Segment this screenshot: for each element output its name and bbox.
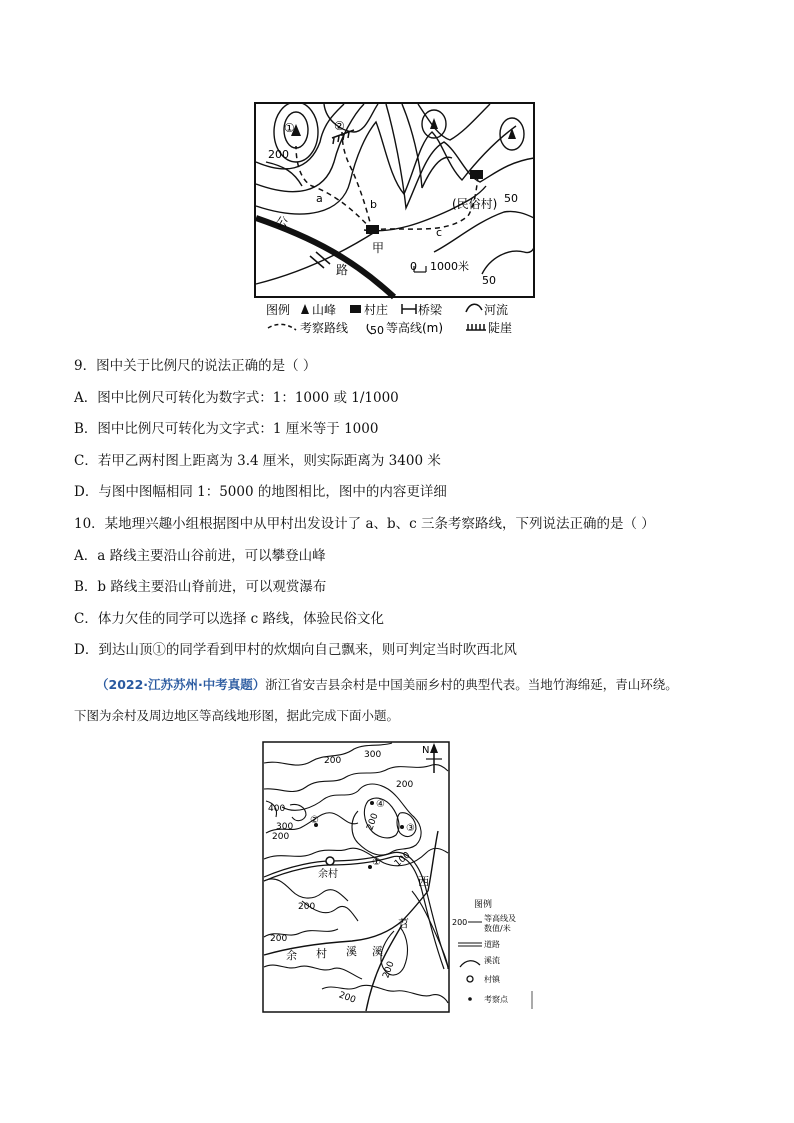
map2-legend-point: 考察点 — [484, 995, 508, 1004]
map1-label-peak1: ① — [284, 121, 295, 135]
question-10-option-b: B．b 路线主要沿山脊前进，可以观赏瀑布 — [74, 579, 327, 595]
map1-label-50a: 50 — [504, 192, 518, 205]
map2-label: 400 — [268, 804, 286, 814]
map2-label: 200 — [324, 756, 342, 766]
legend-point-icon — [468, 997, 472, 1001]
map1-label-route-b: b — [370, 198, 377, 211]
map2-legend-contour-2: 数值/米 — [484, 924, 511, 933]
survey-point-icon — [370, 801, 374, 805]
map1-legend-contour: 等高线(m) — [386, 321, 444, 335]
map1-label-gong: 公 — [276, 215, 289, 229]
question-10-option-d: D．到达山顶①的同学看到甲村的炊烟向自己飘来，则可判定当时吹西北风 — [74, 642, 517, 658]
map1-scale-zero: 0 — [410, 260, 417, 273]
survey-point-icon — [400, 825, 404, 829]
question-9-option-c: C．若甲乙两村图上距离为 3.4 厘米，则实际距离为 3400 米 — [74, 453, 441, 469]
legend-village-icon — [350, 305, 361, 313]
map2-label: 200 — [396, 780, 414, 790]
village-jia-icon — [366, 225, 379, 234]
map1-legend-river: 河流 — [484, 303, 509, 317]
map1-legend-bridge: 桥梁 — [418, 303, 443, 317]
map2-label: 200 — [298, 902, 316, 912]
map1-label-200: 200 — [268, 148, 289, 161]
topographic-map-2 — [262, 741, 538, 1013]
question-10-stem: 10．某地理兴趣小组根据图中从甲村出发设计了 a、b、c 三条考察路线，下列说法正确的是（ ） — [74, 516, 655, 532]
map1-label-minsu: (民俗村) — [452, 197, 498, 211]
map1-legend-route: 考察路线 — [300, 321, 349, 335]
map2-label: 200 — [270, 934, 288, 944]
map2-label: ④ — [376, 799, 385, 810]
legend-bridge-icon — [402, 304, 416, 314]
question-10-option-c: C．体力欠佳的同学可以选择 c 路线，体验民俗文化 — [74, 611, 384, 627]
map1-legend — [266, 302, 512, 337]
legend-route-icon — [268, 324, 296, 330]
map2-label: 苕 — [398, 917, 409, 930]
map1-legend-title: 图例 — [266, 303, 291, 317]
map1-scale-value: 1000米 — [430, 260, 469, 273]
legend-river-icon — [466, 304, 482, 312]
map2-label: 200 — [337, 990, 357, 1006]
yucun-town-icon — [326, 857, 334, 865]
village-minsu-icon — [470, 170, 483, 179]
map2-legend-stream: 溪流 — [484, 956, 500, 965]
map2-legend-road: 道路 — [484, 940, 500, 949]
map2-label: 余村 — [318, 869, 338, 880]
intro-source: （2022·江苏苏州·中考真题） — [96, 677, 266, 692]
map1-label-50b: 50 — [482, 274, 496, 287]
intro-text-1: 浙江省安吉县余村是中国美丽乡村的典型代表。当地竹海绵延，青山环绕。 — [265, 677, 678, 692]
map2-label: 300 — [276, 822, 294, 832]
map2-label: 余 — [286, 949, 297, 962]
legend-cliff-icon — [466, 324, 486, 330]
intro-line-1 — [96, 676, 678, 694]
topographic-map-1 — [254, 102, 536, 338]
map2-label: 200 — [272, 832, 290, 842]
map1-legend-village: 村庄 — [364, 303, 389, 317]
map2-legend — [452, 898, 532, 1009]
map2-legend-title: 图例 — [474, 900, 493, 910]
map2-legend-town: 村镇 — [484, 975, 500, 984]
map1-label-route-c: c — [436, 226, 443, 239]
map2-north-label: N — [422, 745, 430, 756]
map2-label: ② — [310, 815, 319, 826]
question-9-stem: 9．图中关于比例尺的说法正确的是（ ） — [74, 358, 317, 374]
map2-label: 200 — [381, 960, 397, 980]
question-9-option-d: D．与图中图幅相同 1：5000 的地图相比，图中的内容更详细 — [74, 484, 447, 500]
map1-label-jia: 甲 — [372, 241, 385, 255]
map2-label: ③ — [406, 823, 415, 834]
legend-town-icon — [467, 976, 473, 982]
map2-label: 溪 — [346, 945, 357, 958]
question-10-option-a: A．a 路线主要沿山谷前进，可以攀登山峰 — [74, 548, 326, 564]
map1-legend-cliff: 陡崖 — [488, 321, 513, 335]
map1-label-lu: 路 — [336, 263, 349, 277]
legend-peak-icon — [301, 304, 309, 314]
map1-label-route-a: a — [316, 192, 323, 205]
map2-label: 200 — [365, 812, 381, 832]
map2-legend-contour-1: 等高线及 — [484, 914, 516, 923]
question-9-option-a: A．图中比例尺可转化为数字式：1：1000 或 1/1000 — [74, 390, 399, 406]
legend-stream-icon — [460, 961, 480, 967]
map2-label: 村 — [316, 947, 327, 960]
map2-label: 300 — [364, 750, 382, 760]
question-9-option-b: B．图中比例尺可转化为文字式：1 厘米等于 1000 — [74, 421, 379, 437]
map2-label: ① — [372, 857, 381, 868]
map2-label: 西 — [418, 875, 429, 888]
map1-legend-peak: 山峰 — [312, 303, 337, 317]
map2-label: 100 — [392, 850, 413, 870]
map1-legend-contour-num: 50 — [370, 324, 384, 337]
map2-legend-contour-num: 200 — [452, 918, 468, 927]
map1-label-peak2: ② — [334, 119, 345, 133]
map2-label: 溪 — [372, 945, 383, 958]
intro-line-2: 下图为余村及周边地区等高线地形图，据此完成下面小题。 — [74, 708, 400, 723]
